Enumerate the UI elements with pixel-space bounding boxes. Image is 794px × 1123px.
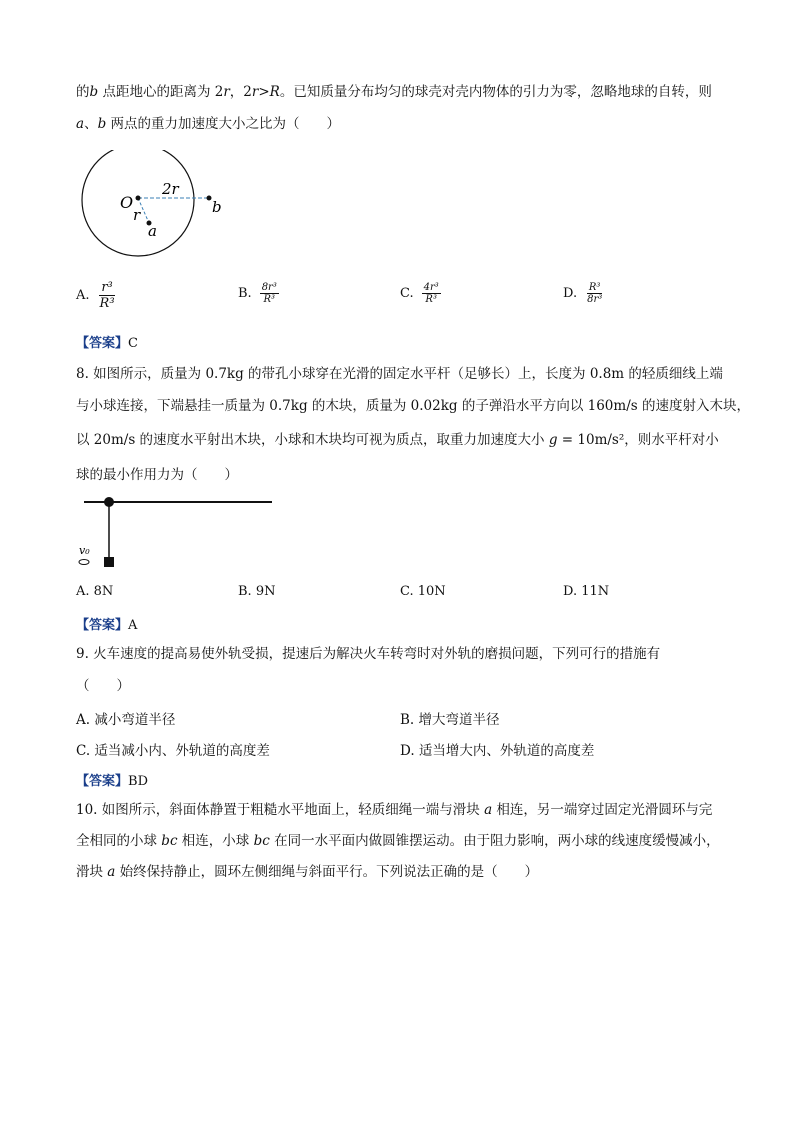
option-letter: C. <box>400 286 414 301</box>
center-point-O <box>136 196 141 201</box>
q10-text: 始终保持静止，圆环左侧细绳与斜面平行。下列说法正确的是（ ） <box>115 864 539 880</box>
bullet <box>79 560 89 565</box>
q7-answer <box>76 332 138 351</box>
fraction-numerator: r³ <box>101 280 113 295</box>
label-2r: 2r <box>162 180 179 198</box>
q8-stem-line1: 8. 如图所示，质量为 0.7kg 的带孔小球穿在光滑的固定水平杆（足够长）上，长度为 0.8m 的轻质细线上端 <box>76 366 723 382</box>
answer-label: 【答案】 <box>76 774 129 789</box>
q7-option-d[interactable] <box>563 282 604 305</box>
label-O: O <box>120 193 134 212</box>
label-a: a <box>148 222 157 240</box>
label-r: r <box>133 206 141 224</box>
q10-var-a: a <box>107 864 116 880</box>
q10-text: 在同一水平面内做圆锥摆运动。由于阻力影响，两小球的线速度缓慢减小， <box>269 833 720 849</box>
q9-option-d[interactable]: D. 适当增大内、外轨道的高度差 <box>400 743 595 759</box>
q7-var-b: b <box>89 84 99 100</box>
q9-stem-line2: （ ） <box>76 678 130 694</box>
q10-text: 相连，另一端穿过固定光滑圆环与完 <box>492 802 713 818</box>
q9-option-a[interactable]: A. 减小弯道半径 <box>76 712 176 728</box>
answer-value: A <box>128 618 138 633</box>
fraction-numerator: R³ <box>588 282 601 293</box>
q7-var-r: r <box>223 84 230 100</box>
answer-value: C <box>128 336 138 351</box>
q7-text: > <box>258 84 270 100</box>
q7-option-a[interactable] <box>76 280 117 311</box>
q8-stem-line3 <box>76 432 719 448</box>
q8-stem-line4: 球的最小作用力为（ ） <box>76 467 238 483</box>
q7-text: 。已知质量分布均匀的球壳对壳内物体的引力为零，忽略地球的自转，则 <box>279 84 712 100</box>
q7-text: ，2 <box>229 84 252 100</box>
answer-label: 【答案】 <box>76 336 129 351</box>
q7-var-b: b <box>97 116 107 132</box>
q7-stem-line2 <box>76 116 340 132</box>
q7-var-R: R <box>269 84 280 100</box>
q9-answer <box>76 770 148 789</box>
answer-label: 【答案】 <box>76 618 129 633</box>
q7-option-c[interactable] <box>400 282 441 305</box>
q8-option-b[interactable]: B. 9N <box>238 584 276 599</box>
q8-var-g: g <box>548 432 558 448</box>
q9-stem-line1: 9. 火车速度的提高易使外轨受损，提速后为解决火车转弯时对外轨的磨损问题，下列可行的措施有 <box>76 646 661 662</box>
point-b <box>207 196 212 201</box>
q8-option-c[interactable]: C. 10N <box>400 584 446 599</box>
earth-circle <box>82 150 194 256</box>
q7-earth-figure <box>78 150 248 260</box>
q10-var-a: a <box>484 802 493 818</box>
fraction-numerator: 4r³ <box>423 282 439 293</box>
q8-text: 以 20m/s 的速度水平射出木块，小球和木块均可视为质点，取重力加速度大小 <box>76 432 549 448</box>
q8-figure <box>76 492 276 572</box>
q7-var-r: r <box>251 84 259 100</box>
label-b: b <box>212 198 222 216</box>
label-v0: v₀ <box>79 544 90 557</box>
q10-stem-line1 <box>76 802 712 818</box>
q8-option-a[interactable]: A. 8N <box>76 584 114 599</box>
q10-text: 相连，小球 <box>177 833 254 849</box>
q8-text: ，则水平杆对小 <box>624 432 719 448</box>
q10-var-bc: bc <box>253 833 270 849</box>
q8-answer <box>76 614 137 633</box>
q10-var-bc: bc <box>161 833 178 849</box>
q7-stem-line1 <box>76 84 712 100</box>
q7-var-a: a <box>76 116 85 132</box>
q10-stem-line2 <box>76 833 720 849</box>
option-letter: A. <box>76 288 90 303</box>
q7-text: 的 <box>76 84 90 100</box>
q10-stem-line3 <box>76 864 538 880</box>
q8-text: = 10m/s² <box>557 432 625 448</box>
q8-option-d[interactable]: D. 11N <box>563 584 610 599</box>
q9-option-c[interactable]: C. 适当减小内、外轨道的高度差 <box>76 743 270 759</box>
fraction-denominator: R³ <box>263 294 276 305</box>
fraction-numerator: 8r³ <box>261 282 277 293</box>
option-letter: B. <box>238 286 252 301</box>
q7-option-b[interactable] <box>238 282 279 305</box>
fraction-denominator: R³ <box>99 296 115 311</box>
answer-value: BD <box>128 774 148 789</box>
fraction-denominator: R³ <box>425 294 437 305</box>
q10-text: 10. 如图所示，斜面体静置于粗糙水平地面上，轻质细绳一端与滑块 <box>76 802 485 818</box>
q10-text: 滑块 <box>76 864 108 880</box>
q8-stem-line2: 与小球连接，下端悬挂一质量为 0.7kg 的木块，质量为 0.02kg 的子弹沿水平方向以 160m/s 的速度射入木块， <box>76 398 750 414</box>
q7-text: 点距地心的距离为 2 <box>98 84 224 100</box>
q7-text: 、 <box>84 116 98 132</box>
option-letter: D. <box>563 286 578 301</box>
q10-text: 全相同的小球 <box>76 833 162 849</box>
wood-block <box>104 557 114 567</box>
q9-option-b[interactable]: B. 增大弯道半径 <box>400 712 500 728</box>
fraction-denominator: 8r³ <box>587 294 603 305</box>
q7-text: 两点的重力加速度大小之比为（ ） <box>106 116 341 132</box>
